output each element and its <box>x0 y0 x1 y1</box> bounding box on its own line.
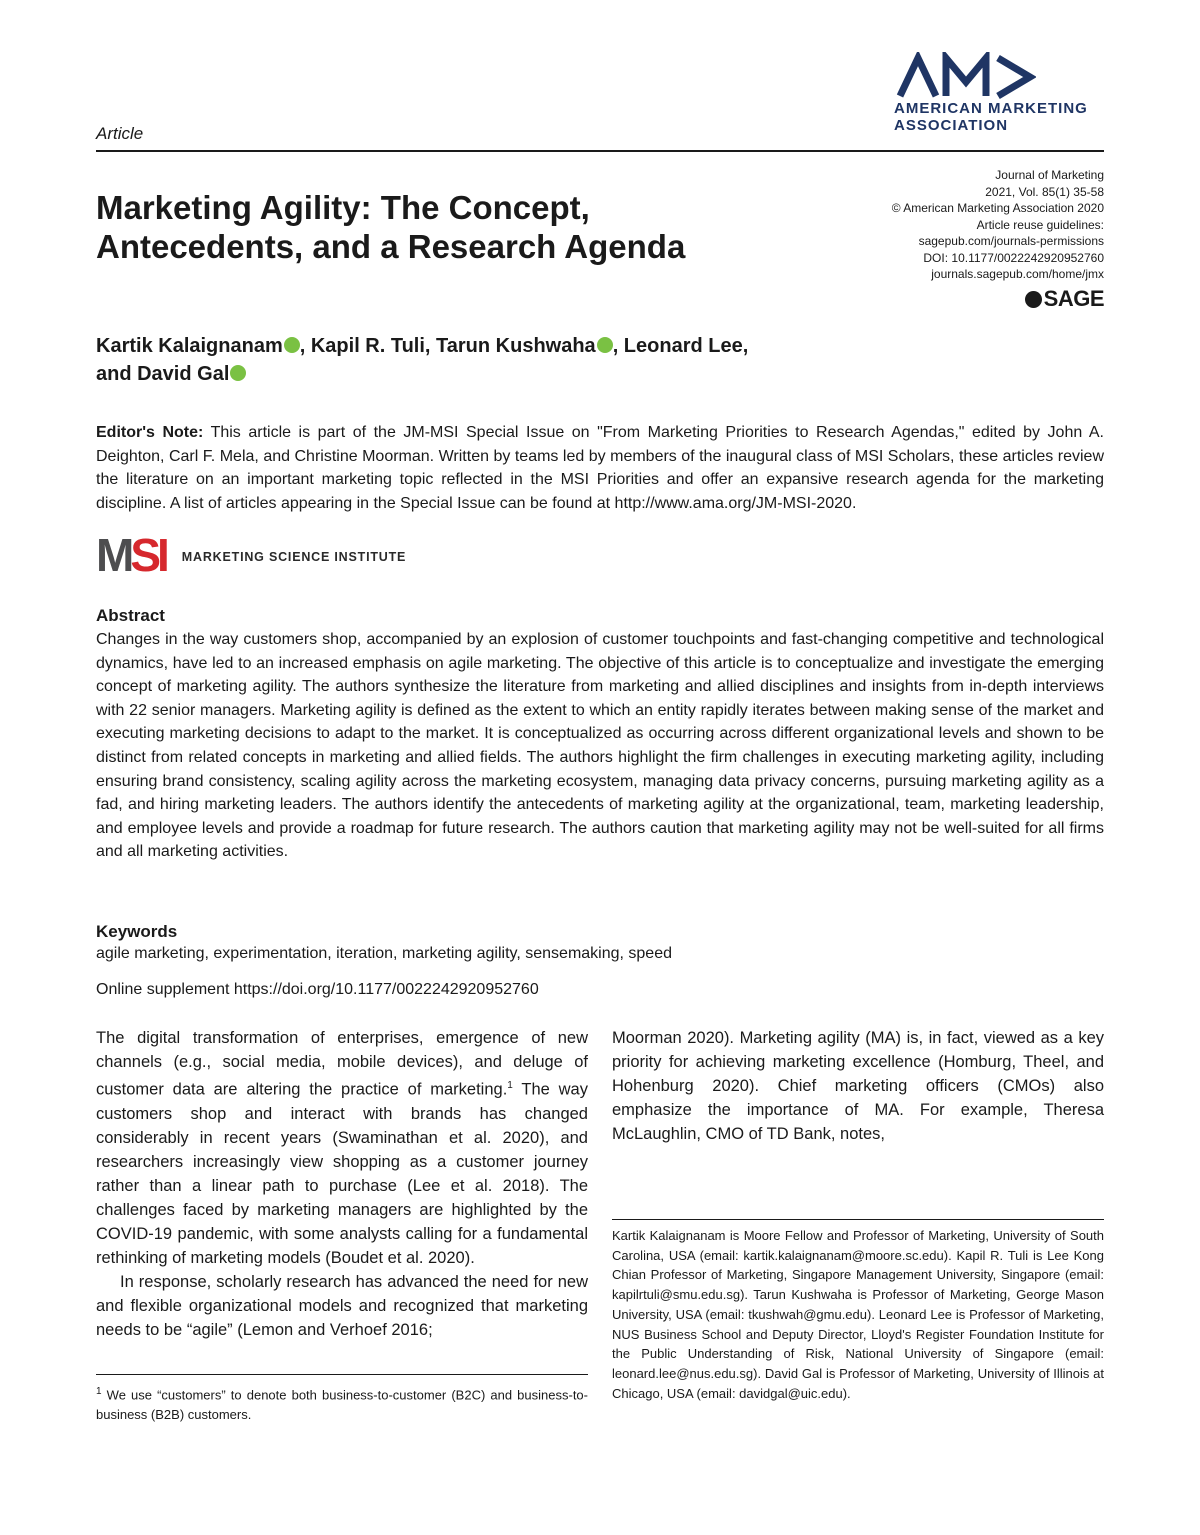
footnote-text: We use “customers” to denote both business-to-customer (B2C) and business-to-business (B2B) customers. <box>96 1387 588 1423</box>
keywords-text: agile marketing, experimentation, iteration, marketing agility, sensemaking, speed <box>96 945 672 962</box>
online-supplement-link[interactable]: Online supplement https://doi.org/10.1177/0022242920952760 <box>96 981 539 998</box>
title-line-1: Marketing Agility: The Concept, <box>96 189 590 226</box>
editors-note-label: Editor's Note: <box>96 424 204 441</box>
orcid-icon[interactable] <box>284 337 300 353</box>
affiliations-rule <box>612 1219 1104 1220</box>
sage-dot-icon <box>1025 291 1042 308</box>
author-name: Kartik Kalaignanam <box>96 335 283 357</box>
author-name: , Leonard Lee, <box>612 335 749 357</box>
article-title <box>96 188 796 266</box>
keywords-heading: Keywords <box>96 922 178 941</box>
author-name: and David Gal <box>96 363 230 385</box>
body-right-column <box>612 1026 1104 1146</box>
header-rule <box>96 150 1104 152</box>
msi-letter-i: I <box>157 529 166 581</box>
editors-note-text: This article is part of the JM-MSI Special Issue on "From Marketing Priorities to Research Agendas," edited by John A. Deighton, Carl F. Mela, and Christine Moorman. Written by teams led by members of the inaugural class of MSI Scholars, these articles review the literature on an important marketing topic reflected in the MSI Priorities and offer an expansive research agenda for the marketing discipline. A list of articles appearing in the Special Issue can be found at http://www.ama.org/JM-MSI-2020. <box>96 424 1105 512</box>
doi[interactable]: DOI: 10.1177/0022242920952760 <box>923 250 1104 265</box>
footnote-rule <box>96 1374 588 1375</box>
abstract-heading: Abstract <box>96 606 165 625</box>
article-type-label: Article <box>96 124 144 143</box>
title-line-2: Antecedents, and a Research Agenda <box>96 228 686 265</box>
msi-letter-m: M <box>96 529 131 581</box>
author-name: , Kapil R. Tuli, Tarun Kushwaha <box>299 335 596 357</box>
author-affiliations: Kartik Kalaignanam is Moore Fellow and Professor of Marketing, University of South Carolina, USA (email: kartik.kalaignanam@moore.sc.edu). Kapil R. Tuli is Lee Kong Chian Professor of Marketing, Singapore Management University, Singapore (email: kapilrtuli@smu.edu.sg). Tarun Kushwaha is Professor of Marketing, George Mason University, USA (email: tkushwah@gmu.edu). Leonard Lee is Professor of Marketing, NUS Business School and Deputy Director, Lloyd's Register Foundation Institute for the Public Understanding of Risk, National University of Singapore (email: leonard.lee@nus.edu.sg). David Gal is Professor of Marketing, University of Illinois at Chicago, USA (email: davidgal@uic.edu). <box>612 1228 1104 1401</box>
msi-logo <box>96 528 406 582</box>
body-text: The way customers shop and interact with brands has changed considerably in recent years (Swaminathan et al. 2020), and researchers increasingly view shopping as a customer journey rather than a linear path to purchase (Lee et al. 2018). The challenges faced by marketing managers are highlighted by the COVID-19 pandemic, with some analysts calling for a fundamental rethinking of marketing models (Boudet et al. 2020). <box>96 1080 588 1267</box>
editors-note <box>96 421 1104 515</box>
body-text: The digital transformation of enterprises, emergence of new channels (e.g., social media, mobile devices), and deluge of customer data are altering the practice of marketing. <box>96 1029 588 1099</box>
copyright: © American Marketing Association 2020 <box>891 201 1104 215</box>
msi-name: MARKETING SCIENCE INSTITUTE <box>181 550 407 564</box>
ama-logo-mark-icon <box>896 52 1036 100</box>
body-paragraph-1 <box>96 1026 588 1270</box>
ama-name-line1: AMERICAN MARKETING <box>894 100 1088 117</box>
msi-letter-s: S <box>130 529 158 581</box>
journal-volume: 2021, Vol. 85(1) 35-58 <box>985 184 1104 199</box>
reuse-label: Article reuse guidelines: <box>976 217 1104 232</box>
sage-logo <box>1025 286 1104 312</box>
body-left-column <box>96 1026 588 1342</box>
abstract-text: Changes in the way customers shop, accompanied by an explosion of customer touchpoints and fast-changing competitive and technological dynamics, have led to an increased emphasis on agile marketing. The objective of this article is to conceptualize and investigate the emerging concept of marketing agility. The authors synthesize the literature from marketing and allied disciplines and insights from in-depth interviews with 22 senior managers. Marketing agility is defined as the extent to which an entity rapidly iterates between making sense of the market and executing marketing decisions to adapt to the market. It is conceptualized as occurring across different organizational levels and shown to be distinct from related concepts in marketing and allied fields. The authors highlight the firm challenges in executing marketing agility, including ensuring brand consistency, scaling agility across the marketing ecosystem, managing data privacy concerns, pursuing marketing agility as a fad, and hiring marketing leaders. The authors identify the antecedents of marketing agility at the organizational, team, marketing leadership, and employee levels and provide a roadmap for future research. The authors caution that marketing agility may not be well-suited for all firms and all marketing activities. <box>96 631 1104 861</box>
orcid-icon[interactable] <box>597 337 613 353</box>
sage-wordmark: SAGE <box>1043 286 1104 311</box>
footnote-marker[interactable]: 1 <box>507 1080 513 1091</box>
ama-name-line2: ASSOCIATION <box>894 117 1009 134</box>
journal-name: Journal of Marketing <box>995 168 1104 182</box>
permissions-link[interactable]: sagepub.com/journals-permissions <box>918 234 1104 248</box>
author-list <box>96 332 896 388</box>
body-paragraph-2: In response, scholarly research has advanced the need for new and flexible organizational models and recognized that marketing needs to be “agile” (Lemon and Verhoef 2016; <box>96 1272 588 1339</box>
footnote <box>96 1382 588 1425</box>
msi-logo-letters <box>96 528 166 582</box>
footnote-number: 1 <box>96 1386 102 1397</box>
journal-home-link[interactable]: journals.sagepub.com/home/jmx <box>931 267 1104 281</box>
body-paragraph-3: Moorman 2020). Marketing agility (MA) is, in fact, viewed as a key priority for achieving marketing excellence (Homburg, Theel, and Hohenburg 2020). Chief marketing officers (CMOs) also emphasize the importance of MA. For example, Theresa McLaughlin, CMO of TD Bank, notes, <box>612 1029 1104 1143</box>
journal-info <box>804 167 1104 283</box>
orcid-icon[interactable] <box>230 365 246 381</box>
ama-logo <box>894 52 1104 134</box>
